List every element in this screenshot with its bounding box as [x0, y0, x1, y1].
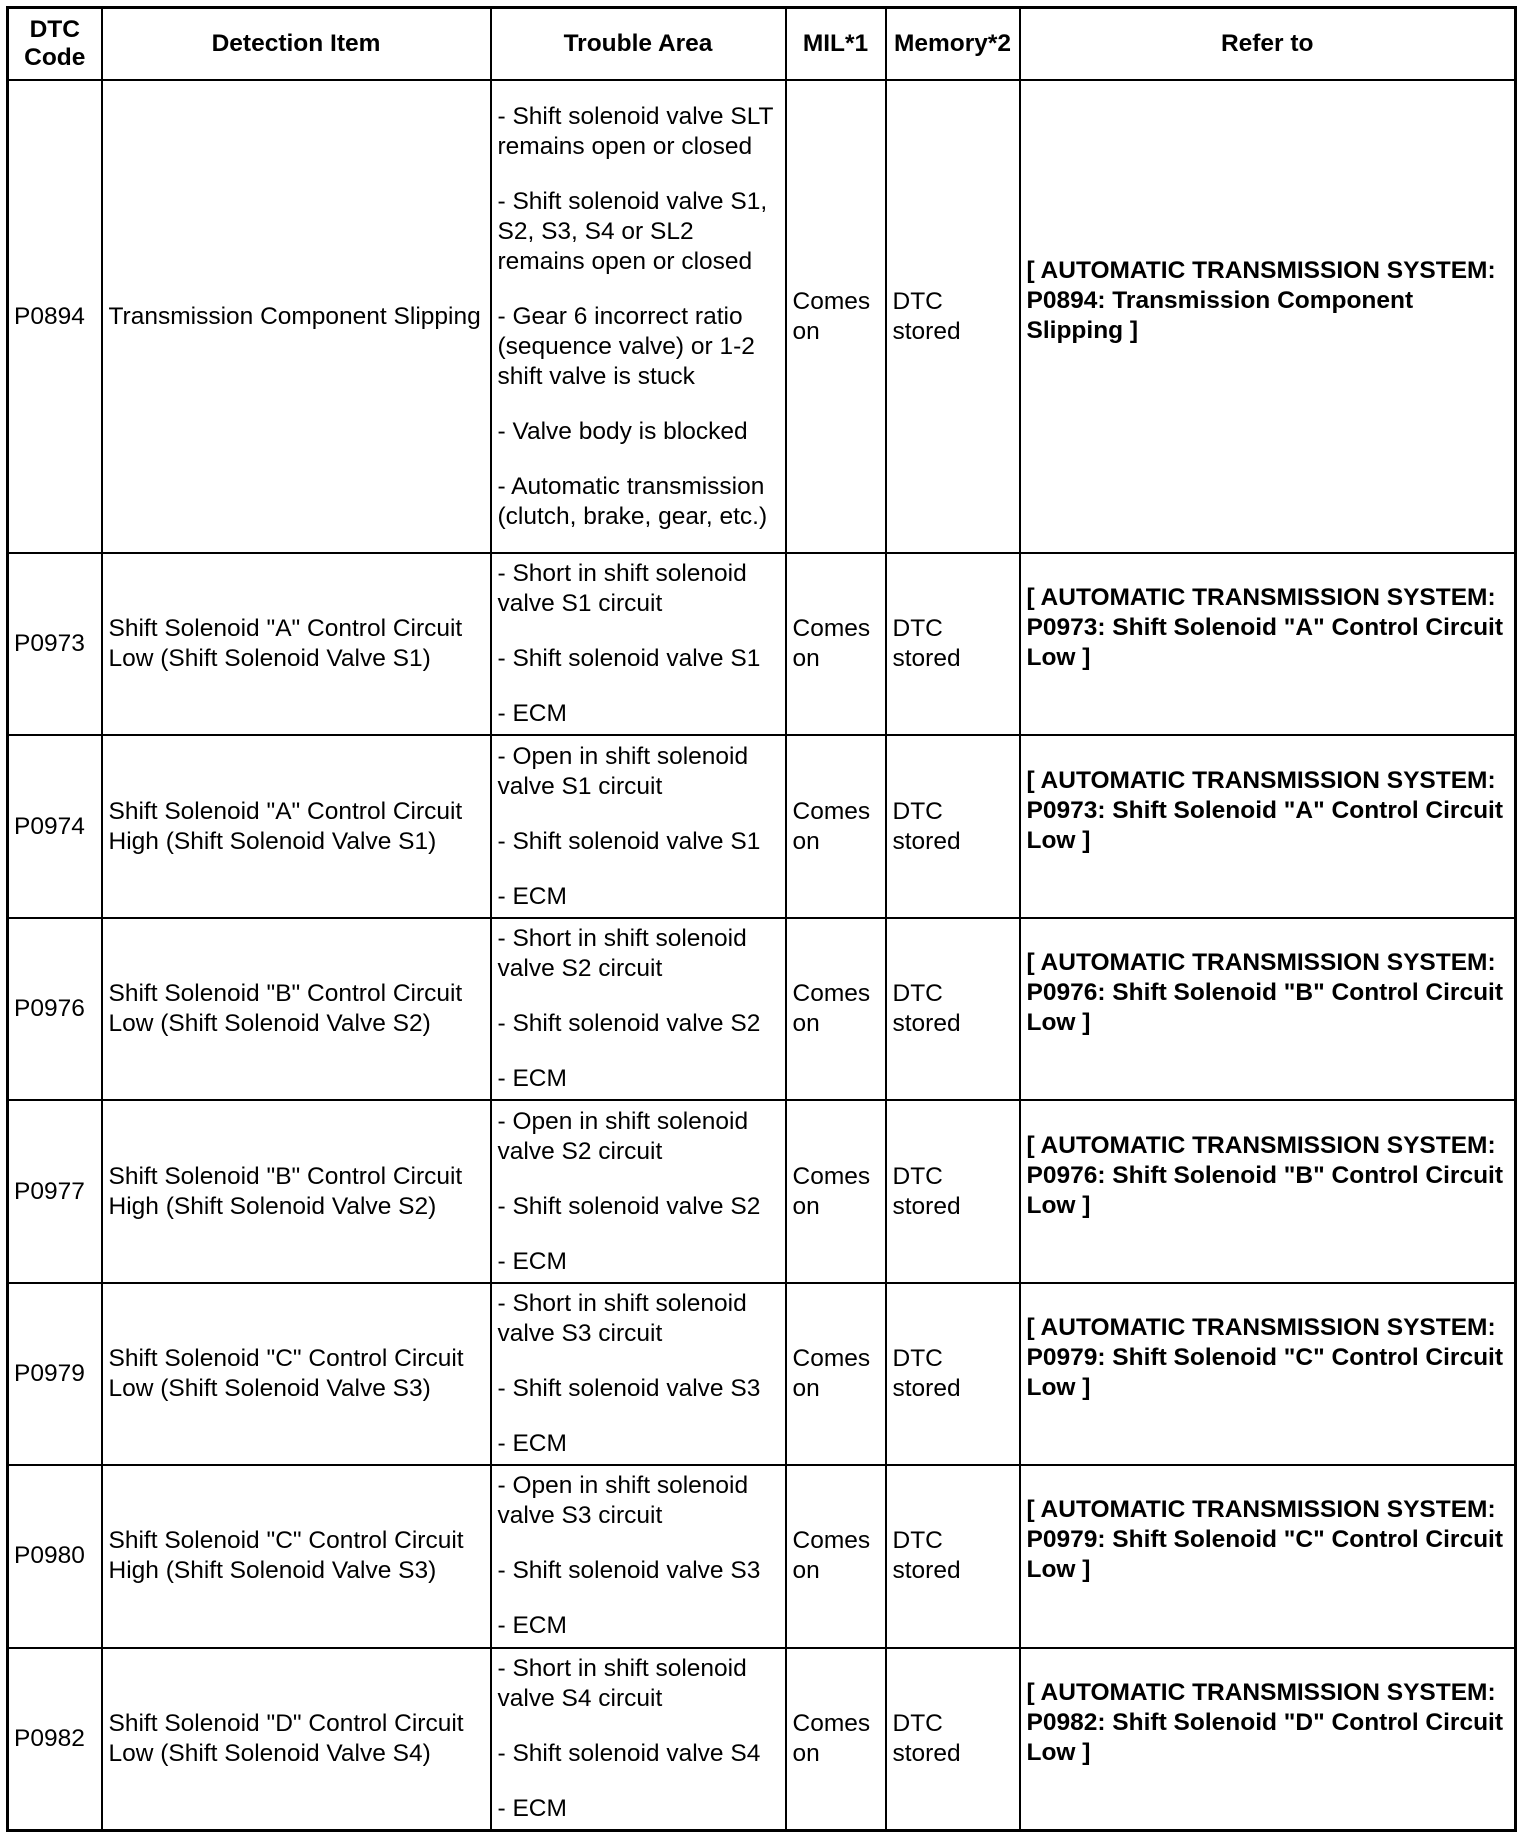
refer-to-cell: [1020, 735, 1516, 917]
trouble-area-cell: [491, 1465, 786, 1647]
refer-to-link[interactable]: [ AUTOMATIC TRANSMISSION SYSTEM: P0979: Shift Solenoid "C" Control Circuit Low ]: [1026, 1313, 1504, 1401]
dtc-code-cell: P0979: [8, 1283, 102, 1465]
header-detection-item: Detection Item: [102, 8, 491, 81]
mil-cell: Comes on: [786, 735, 886, 917]
table-row: [8, 735, 1516, 917]
trouble-area-item: - Shift solenoid valve S2: [497, 1192, 761, 1220]
mil-cell: Comes on: [786, 80, 886, 553]
refer-to-cell: [1020, 1648, 1516, 1831]
dtc-table: [6, 6, 1517, 1832]
detection-item-cell: Shift Solenoid "A" Control Circuit Low (Shift Solenoid Valve S1): [102, 553, 491, 735]
refer-to-link[interactable]: [ AUTOMATIC TRANSMISSION SYSTEM: P0894: Transmission Component Slipping ]: [1026, 256, 1496, 344]
trouble-area-cell: [491, 1648, 786, 1831]
detection-item-cell: Shift Solenoid "C" Control Circuit High (Shift Solenoid Valve S3): [102, 1465, 491, 1647]
refer-to-cell: [1020, 1465, 1516, 1647]
trouble-area-item: - Open in shift solenoid valve S2 circuit: [497, 1107, 749, 1165]
memory-cell: DTC stored: [886, 735, 1020, 917]
refer-to-cell: [1020, 1283, 1516, 1465]
trouble-area-item: - Shift solenoid valve S1, S2, S3, S4 or SL2 remains open or closed: [497, 187, 768, 275]
trouble-area-cell: [491, 1100, 786, 1282]
trouble-area-item: - Open in shift solenoid valve S1 circuit: [497, 742, 749, 800]
trouble-area-item: - Shift solenoid valve S3: [497, 1557, 761, 1585]
trouble-area-cell: [491, 553, 786, 735]
trouble-area-item: - ECM: [497, 1065, 567, 1093]
refer-to-link[interactable]: [ AUTOMATIC TRANSMISSION SYSTEM: P0976: Shift Solenoid "B" Control Circuit Low ]: [1026, 949, 1504, 1037]
table-row: [8, 1465, 1516, 1647]
mil-cell: Comes on: [786, 1283, 886, 1465]
header-memory: Memory*2: [886, 8, 1020, 81]
detection-item-cell: Shift Solenoid "C" Control Circuit Low (Shift Solenoid Valve S3): [102, 1283, 491, 1465]
trouble-area-item: - Shift solenoid valve S4: [497, 1739, 761, 1767]
header-dtc-code: DTC Code: [8, 8, 102, 81]
header-row: [8, 8, 1516, 81]
memory-cell: DTC stored: [886, 1283, 1020, 1465]
header-refer-to: Refer to: [1020, 8, 1516, 81]
trouble-area-item: - Short in shift solenoid valve S2 circuit: [497, 925, 747, 983]
header-mil: MIL*1: [786, 8, 886, 81]
trouble-area-item: - Open in shift solenoid valve S3 circuit: [497, 1472, 749, 1530]
trouble-area-item: - ECM: [497, 1612, 567, 1640]
trouble-area-item: - Shift solenoid valve S1: [497, 645, 761, 673]
table-row: [8, 918, 1516, 1100]
trouble-area-item: - ECM: [497, 1794, 567, 1822]
table-row: [8, 80, 1516, 553]
trouble-area-item: - Short in shift solenoid valve S1 circuit: [497, 560, 747, 618]
trouble-area-item: - ECM: [497, 882, 567, 910]
trouble-area-cell: [491, 80, 786, 553]
memory-cell: DTC stored: [886, 80, 1020, 553]
detection-item-cell: Transmission Component Slipping: [102, 80, 491, 553]
refer-to-link[interactable]: [ AUTOMATIC TRANSMISSION SYSTEM: P0976: Shift Solenoid "B" Control Circuit Low ]: [1026, 1131, 1504, 1219]
dtc-code-cell: P0976: [8, 918, 102, 1100]
refer-to-cell: [1020, 1100, 1516, 1282]
detection-item-cell: Shift Solenoid "B" Control Circuit High (Shift Solenoid Valve S2): [102, 1100, 491, 1282]
mil-cell: Comes on: [786, 553, 886, 735]
table-row: [8, 1648, 1516, 1831]
refer-to-cell: [1020, 918, 1516, 1100]
memory-cell: DTC stored: [886, 918, 1020, 1100]
dtc-code-cell: P0982: [8, 1648, 102, 1831]
dtc-code-cell: P0894: [8, 80, 102, 553]
memory-cell: DTC stored: [886, 553, 1020, 735]
trouble-area-item: - Automatic transmission (clutch, brake, gear, etc.): [497, 472, 768, 530]
detection-item-cell: Shift Solenoid "B" Control Circuit Low (Shift Solenoid Valve S2): [102, 918, 491, 1100]
trouble-area-item: - Gear 6 incorrect ratio (sequence valve) or 1-2 shift valve is stuck: [497, 302, 755, 390]
memory-cell: DTC stored: [886, 1465, 1020, 1647]
trouble-area-item: - Shift solenoid valve S1: [497, 827, 761, 855]
trouble-area-item: - Short in shift solenoid valve S4 circuit: [497, 1654, 747, 1712]
trouble-area-item: - Shift solenoid valve S2: [497, 1010, 761, 1038]
header-trouble-area: Trouble Area: [491, 8, 786, 81]
trouble-area-item: - Shift solenoid valve SLT remains open or closed: [497, 102, 774, 160]
trouble-area-item: - ECM: [497, 1247, 567, 1275]
refer-to-link[interactable]: [ AUTOMATIC TRANSMISSION SYSTEM: P0982: Shift Solenoid "D" Control Circuit Low ]: [1026, 1678, 1504, 1766]
trouble-area-item: - ECM: [497, 700, 567, 728]
table-row: [8, 1100, 1516, 1282]
refer-to-cell: [1020, 80, 1516, 553]
memory-cell: DTC stored: [886, 1648, 1020, 1831]
trouble-area-cell: [491, 918, 786, 1100]
detection-item-cell: Shift Solenoid "A" Control Circuit High (Shift Solenoid Valve S1): [102, 735, 491, 917]
memory-cell: DTC stored: [886, 1100, 1020, 1282]
mil-cell: Comes on: [786, 918, 886, 1100]
mil-cell: Comes on: [786, 1465, 886, 1647]
dtc-code-cell: P0973: [8, 553, 102, 735]
mil-cell: Comes on: [786, 1648, 886, 1831]
trouble-area-item: - Valve body is blocked: [497, 417, 748, 445]
dtc-code-cell: P0977: [8, 1100, 102, 1282]
table-row: [8, 1283, 1516, 1465]
trouble-area-item: - ECM: [497, 1429, 567, 1457]
refer-to-link[interactable]: [ AUTOMATIC TRANSMISSION SYSTEM: P0973: Shift Solenoid "A" Control Circuit Low ]: [1026, 584, 1504, 672]
refer-to-cell: [1020, 553, 1516, 735]
table-row: [8, 553, 1516, 735]
detection-item-cell: Shift Solenoid "D" Control Circuit Low (Shift Solenoid Valve S4): [102, 1648, 491, 1831]
trouble-area-cell: [491, 1283, 786, 1465]
trouble-area-item: - Shift solenoid valve S3: [497, 1374, 761, 1402]
refer-to-link[interactable]: [ AUTOMATIC TRANSMISSION SYSTEM: P0979: Shift Solenoid "C" Control Circuit Low ]: [1026, 1496, 1504, 1584]
dtc-code-cell: P0974: [8, 735, 102, 917]
refer-to-link[interactable]: [ AUTOMATIC TRANSMISSION SYSTEM: P0973: Shift Solenoid "A" Control Circuit Low ]: [1026, 766, 1504, 854]
dtc-code-cell: P0980: [8, 1465, 102, 1647]
table-body: [8, 80, 1516, 1831]
trouble-area-cell: [491, 735, 786, 917]
mil-cell: Comes on: [786, 1100, 886, 1282]
trouble-area-item: - Short in shift solenoid valve S3 circuit: [497, 1289, 747, 1347]
